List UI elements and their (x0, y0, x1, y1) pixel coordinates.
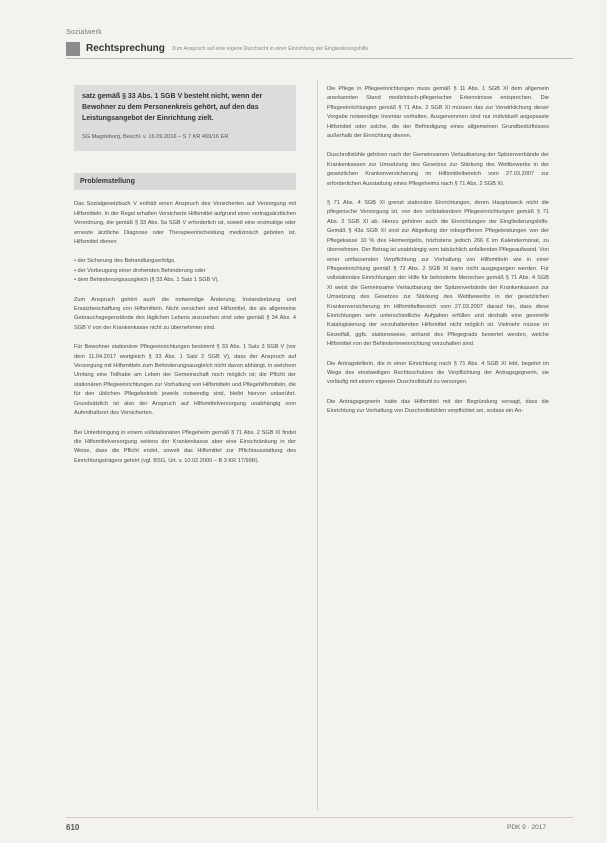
headnote-citation: SG Magdeburg, Beschl. v. 16.09.2016 – S 7 KR 469/16 ER (82, 134, 229, 141)
paragraph: § 71 Abs. 4 SGB XI grenzt stationäre Einrichtungen, deren Hauptzweck nicht die pflegerische Versorgung ist, von den vollstationären Pflegeeinrichtungen gemäß § 71 Abs. 2 SGB XI ab. Hierzu gehören auch die Einrichtungen der Eingliederungshilfe. Gemäß § 43a SGB XI sind zur Abgeltung der inbegriffenen Pflegeleistungen von der Pflegekasse 10 % des Heimentgelts, höchstens jedoch 266 € im Kalendermonat, zu übernehmen. Der Betrag ist unabhängig vom tatsächlich anfallenden Pflegeaufwand. Von einer umfassenden Verpflichtung zur Vorhaltung von Hilfsmitteln wie in einer Pflegeeinrichtung gemäß § 72 Abs. 2 SGB XI kann nicht ausgegangen werden. Für vollstationäre Einrichtungen der Hilfe für behinderte Menschen gemäß § 71 Abs. 4 SGB XI weist die Gemeinsame Verlautbarung der Spitzenverbände der Krankenkassen zur Umsetzung des Gesetzes zur Stärkung des Wettbewerbs in der gesetzlichen Krankenversicherung im Hilfsmittelbereich vom 27.03.2007 darauf hin, dass diese Einrichtungen sehr unterschiedliche Aufgaben erfüllen und deshalb eine generelle Katalogisierung der vorzuhaltenden Hilfsmittel nicht möglich ist. Vielmehr müsse im Einzelfall, ggfs. stationsweise, anhand des Pflegegrads bewertet werden, welche Hilfsmittel von der Behinderteneinrichtung vorzuhalten sind. (327, 200, 549, 348)
header-subtitle: Zum Anspruch auf eine eigene Durchsicht in einer Einrichtung der Eingliederungshilfe (172, 46, 369, 52)
paragraph: Für Bewohner stationärer Pflegeeinrichtungen bestimmt § 33 Abs. 1 Satz 3 SGB V (vor dem 11.04.2017 wortgleich § 33 Abs. 1 Satz 2 SGB V), dass der Anspruch auf Versorgung mit Hilfsmitteln zum Behinderungsausgleich nicht davon abhängt, in welchem Umfang eine Teilhabe am Leben der Gemeinschaft noch möglich ist; die Pflicht der stationären Pflegeeinrichtungen zur Vorhaltung von Hilfsmitteln und Pflegehilfsmitteln, die für den üblichen Pflegebetrieb jeweils notwendig sind, bleibt hiervon unberührt. Grundsätzlich ist also der Anspruch auf Hilfsmittelversorgung unabhängig vom Aufenthaltsort des Versicherten. (74, 344, 296, 417)
right-column (327, 85, 549, 427)
list-item: • der Sicherung des Behandlungserfolgs, (74, 258, 176, 265)
issue-label: PDK 9 · 2017 (507, 824, 547, 831)
problem-heading: Problemstellung (74, 173, 296, 190)
paragraph: Die Antragsgegnerin hatte das Hilfsmittel mit der Begründung versagt, dass die Einrichtung zur Vorhaltung von Duschrollstühlen verpflichtet sei, sodass ein An- (327, 398, 549, 415)
section-label: Sozialwerk (66, 29, 102, 36)
header-title: Rechtsprechung (86, 43, 165, 54)
list-item: • der Vorbeugung einer drohenden Behinderung oder (74, 267, 206, 274)
paragraph: Das Sozialgesetzbuch V enthält einen Anspruch des Versicherten auf Versorgung mit Hilfsmitteln. In der Regel erhalten Versicherte Hilfsmittel aufgrund einer vertragsärztlichen Verordnung, die gemäß § 33 Abs. 5a SGB V erforderlich ist, soweit eine erstmalige oder erneute ärztliche Diagnose oder Therapieentscheidung medizinisch geboten ist. Hilfsmittel dienen (74, 201, 296, 246)
paragraph: Die Antragstellerin, die in einer Einrichtung nach § 71 Abs. 4 SGB XI lebt, begehrt im Wege des einstweiligen Rechtsschutzes die Verpflichtung der Antragsgegnerin, sie vorläufig mit einem eigenen Duschrollstuhl zu versorgen. (327, 360, 549, 386)
page-number: 610 (66, 823, 80, 832)
paragraph: Zum Anspruch gehört auch die notwendige Änderung, Instandsetzung und Ersatzbeschaffung von Hilfsmitteln. Nicht versichert sind Hilfsmittel, die als allgemeine Gebrauchsgegenstände des täglichen Lebens anzusehen sind oder gemäß § 34 Abs. 4 SGB V von der Krankenkasse nicht zu übernehmen sind. (74, 296, 296, 331)
headnote-text: satz gemäß § 33 Abs. 1 SGB V besteht nicht, wenn der Bewohner zu dem Personenkreis gehört, auf den das Leistungsangebot der Einrichtung zielt. (82, 93, 263, 122)
list-item: • dem Behinderungsausgleich (§ 33 Abs. 1 Satz 1 SGB V). (74, 277, 219, 284)
paragraph: Duschrollstühle gehören nach der Gemeinsamen Verlautbarung der Spitzenverbände der Krankenkassen zur Umsetzung des Gesetzes zur Stärkung des Wettbewerbs in der gesetzlichen Krankenversicherung im Hilfsmittelbereich vom 27.03.2007 zur erforderlichen Ausstattung eines Pflegeheims nach § 71 Abs. 2 SGB XI. (327, 152, 549, 187)
paragraph: Bei Unterbringung in einem vollstationären Pflegeheim gemäß § 71 Abs. 2 SGB XI findet die Hilfsmittelversorgung seitens der Krankenkasse aber eine Einschränkung in der Weise, dass die Pflicht endet, soweit das Hilfsmittel zur Pflichtausstattung des Einrichtungsträgers gehört (vgl. BSG, Urt. v. 10.02.2000 – B 3 KR 17/99R). (74, 429, 296, 464)
left-column (74, 85, 296, 476)
header-marker-square (66, 42, 80, 56)
footer-rule (66, 817, 573, 818)
headnote-box (74, 85, 296, 151)
column-divider (317, 80, 318, 810)
paragraph: Die Pflege in Pflegeeinrichtungen muss gemäß § 11 Abs. 1 SGB XI dem allgemein anerkannten Stand medizinisch-pflegerischer Erkenntnisse entsprechen. Die Pflegeeinrichtungen gemäß § 71 Abs. 2 SGB XI müssen das zur Verwirklichung dieser Vorgabe notwendige Inventar vorhalten. Ausgenommen sind nur individuell angepasste Hilfsmittel oder solche, die der Befriedigung eines allgemeinen Grundbedürfnisses außerhalb der Einrichtung dienen. (327, 86, 549, 140)
page-header (66, 40, 573, 59)
